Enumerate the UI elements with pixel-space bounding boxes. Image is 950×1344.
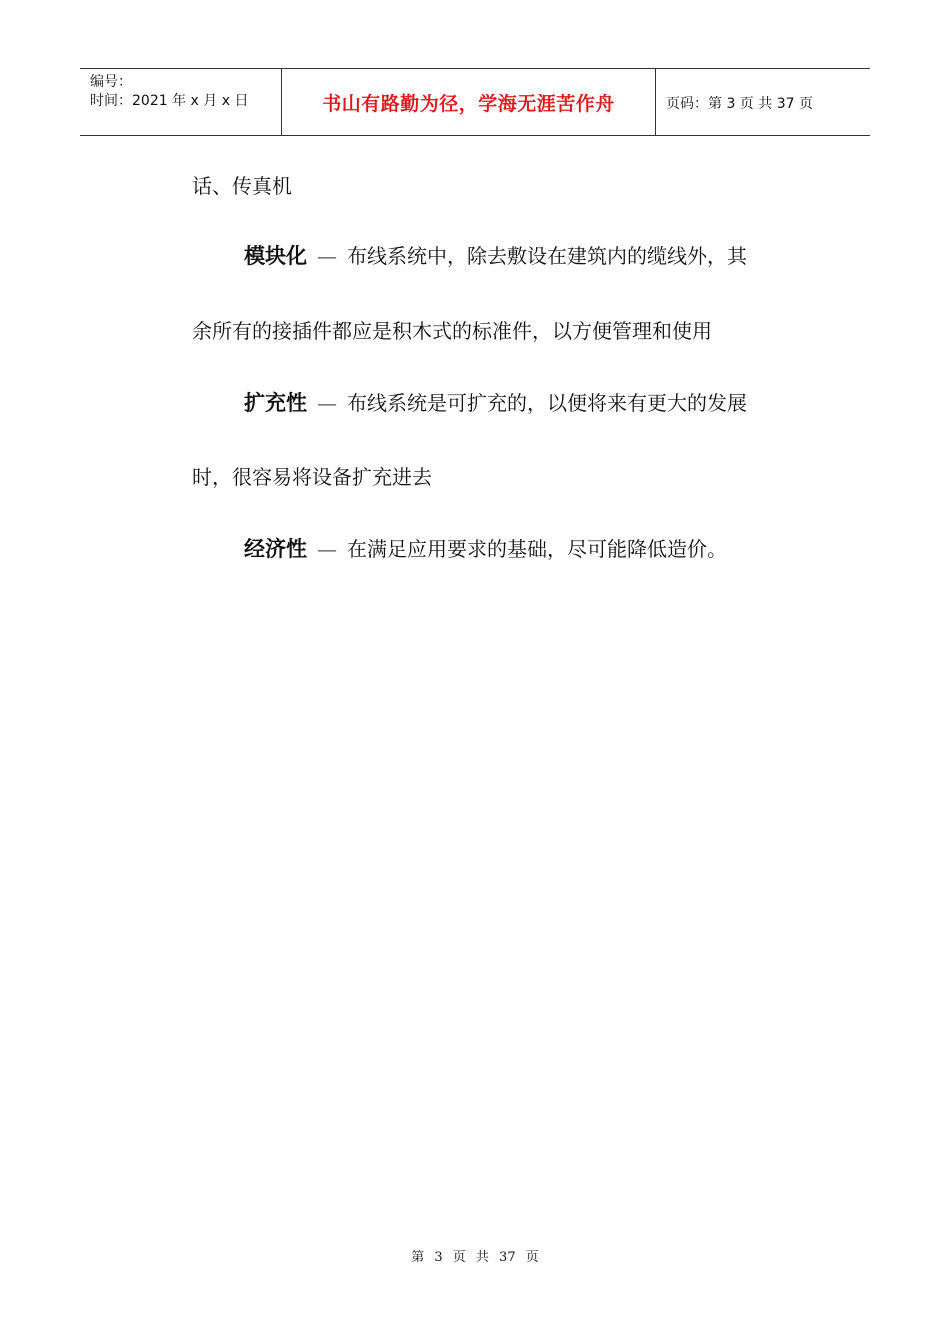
economy-text: 在满足应用要求的基础，尽可能降低造价。 <box>347 537 727 561</box>
modular-dash: — <box>317 244 337 268</box>
economy-dash: — <box>317 537 337 561</box>
paragraph-continuation: 话、传真机 <box>192 174 292 198</box>
economy-term: 经济性 <box>244 537 307 561</box>
expandability-paragraph-line1 <box>244 391 747 415</box>
expandability-dash: — <box>317 391 337 415</box>
modular-text: 布线系统中，除去敷设在建筑内的缆线外，其 <box>347 244 747 268</box>
expandability-term: 扩充性 <box>244 391 307 415</box>
header-page-cell <box>656 69 870 136</box>
modular-paragraph-line1 <box>244 244 747 268</box>
modular-paragraph-line2: 余所有的接插件都应是积木式的标准件，以方便管理和使用 <box>192 319 712 343</box>
expandability-text: 布线系统是可扩充的，以便将来有更大的发展 <box>347 391 747 415</box>
expandability-paragraph-line2: 时，很容易将设备扩充进去 <box>192 465 432 489</box>
economy-paragraph-line1 <box>244 537 727 561</box>
header-motto-cell <box>282 69 656 136</box>
document-number-label: 编号： <box>90 74 132 90</box>
header-page-number: 页码：第 3 页 共 37 页 <box>666 95 813 112</box>
document-date-label: 时间：2021 年 x 月 x 日 <box>90 93 249 109</box>
header-motto: 书山有路勤为径，学海无涯苦作舟 <box>322 93 615 115</box>
page-footer: 第 3 页 共 37 页 <box>411 1250 539 1265</box>
header-meta-cell <box>80 69 282 136</box>
page-header <box>80 68 870 136</box>
modular-term: 模块化 <box>244 244 307 268</box>
